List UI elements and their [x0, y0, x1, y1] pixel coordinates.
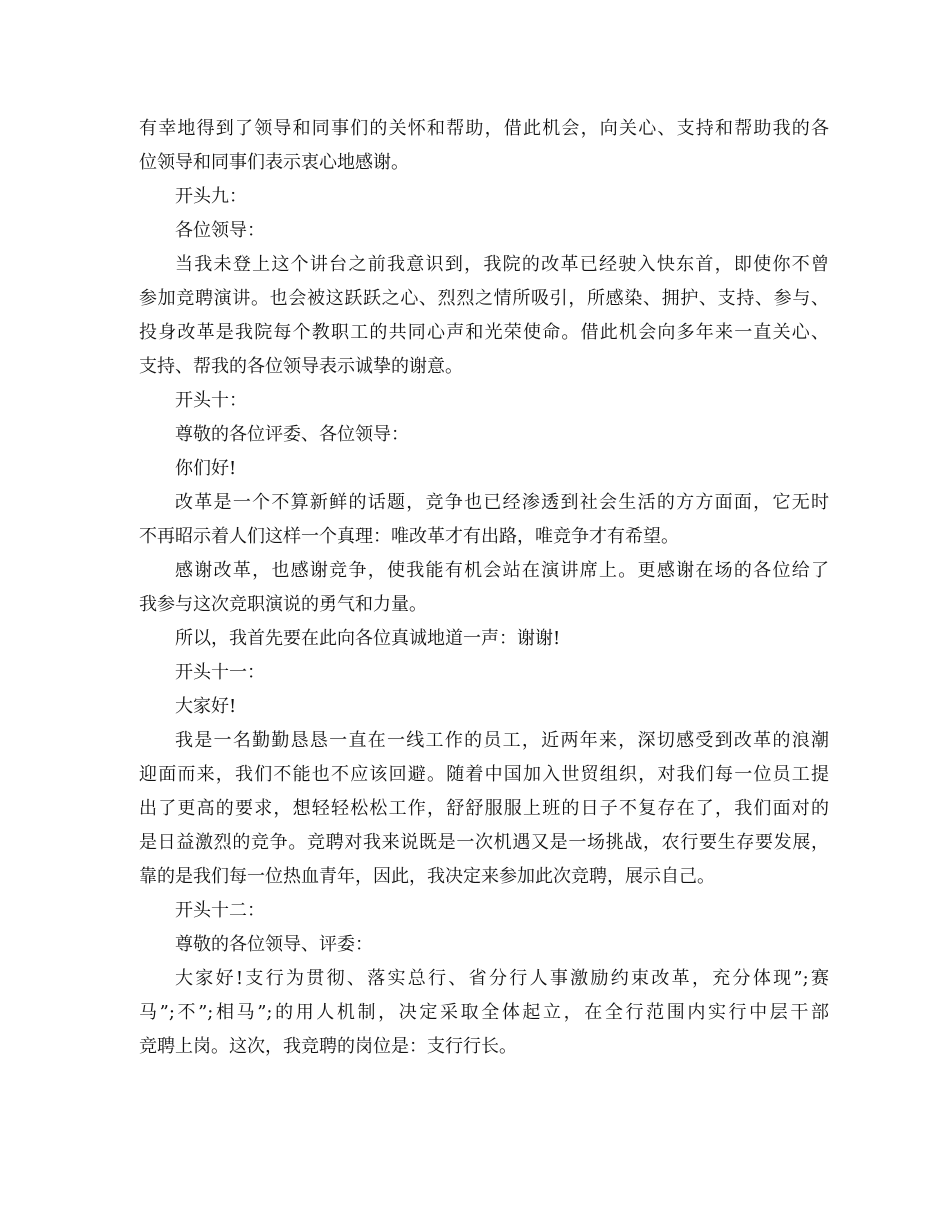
paragraph-line: 迎面而来，我们不能也不应该回避。随着中国加入世贸组织，对我们每一位员工提 — [139, 764, 829, 785]
paragraph-line: 感谢改革，也感谢竞争，使我能有机会站在演讲席上。更感谢在场的各位给了 — [175, 560, 829, 581]
paragraph-line: 大家好!支行为贯彻、落实总行、省分行人事激励约束改革，充分体现”;赛 — [175, 968, 829, 989]
paragraph-line: 靠的是我们每一位热血青年，因此，我决定来参加此次竞聘，展示自己。 — [139, 866, 715, 887]
document-body — [139, 112, 829, 1064]
section-heading: 开头十一： — [175, 662, 265, 683]
paragraph-line: 有幸地得到了领导和同事们的关怀和帮助，借此机会，向关心、支持和帮助我的各 — [139, 118, 829, 139]
paragraph-line: 所以，我首先要在此向各位真诚地道一声：谢谢! — [175, 628, 561, 649]
paragraph-line: 竞聘上岗。这次，我竞聘的岗位是：支行行长。 — [139, 1036, 517, 1057]
section-heading: 开头九： — [175, 186, 247, 207]
paragraph-line: 我参与这次竞职演说的勇气和力量。 — [139, 594, 427, 615]
salutation: 尊敬的各位领导、评委： — [175, 934, 373, 955]
paragraph-line: 我是一名勤勤恳恳一直在一线工作的员工，近两年来，深切感受到改革的浪潮 — [175, 730, 829, 751]
section-heading: 开头十： — [175, 390, 247, 411]
greeting: 你们好! — [175, 458, 237, 479]
greeting: 大家好! — [175, 696, 237, 717]
section-heading: 开头十二： — [175, 900, 265, 921]
paragraph-line: 支持、帮我的各位领导表示诚挚的谢意。 — [139, 356, 463, 377]
paragraph-line: 改革是一个不算新鲜的话题，竞争也已经渗透到社会生活的方方面面，它无时 — [175, 492, 829, 513]
paragraph-line: 马”;不”;相马”;的用人机制，决定采取全体起立，在全行范围内实行中层干部 — [139, 1002, 829, 1023]
salutation: 尊敬的各位评委、各位领导： — [175, 424, 409, 445]
paragraph-line: 是日益激烈的竞争。竞聘对我来说既是一次机遇又是一场挑战，农行要生存要发展， — [139, 832, 829, 853]
paragraph-line: 不再昭示着人们这样一个真理：唯改革才有出路，唯竞争才有希望。 — [139, 526, 679, 547]
paragraph-line: 参加竞聘演讲。也会被这跃跃之心、烈烈之情所吸引，所感染、拥护、支持、参与、 — [139, 288, 829, 309]
salutation: 各位领导： — [175, 220, 265, 241]
paragraph-line: 出了更高的要求，想轻轻松松工作，舒舒服服上班的日子不复存在了，我们面对的 — [139, 798, 829, 819]
paragraph-line: 位领导和同事们表示衷心地感谢。 — [139, 152, 409, 173]
paragraph-line: 投身改革是我院每个教职工的共同心声和光荣使命。借此机会向多年来一直关心、 — [139, 322, 829, 343]
paragraph-line: 当我未登上这个讲台之前我意识到，我院的改革已经驶入快东首，即使你不曾 — [175, 254, 829, 275]
